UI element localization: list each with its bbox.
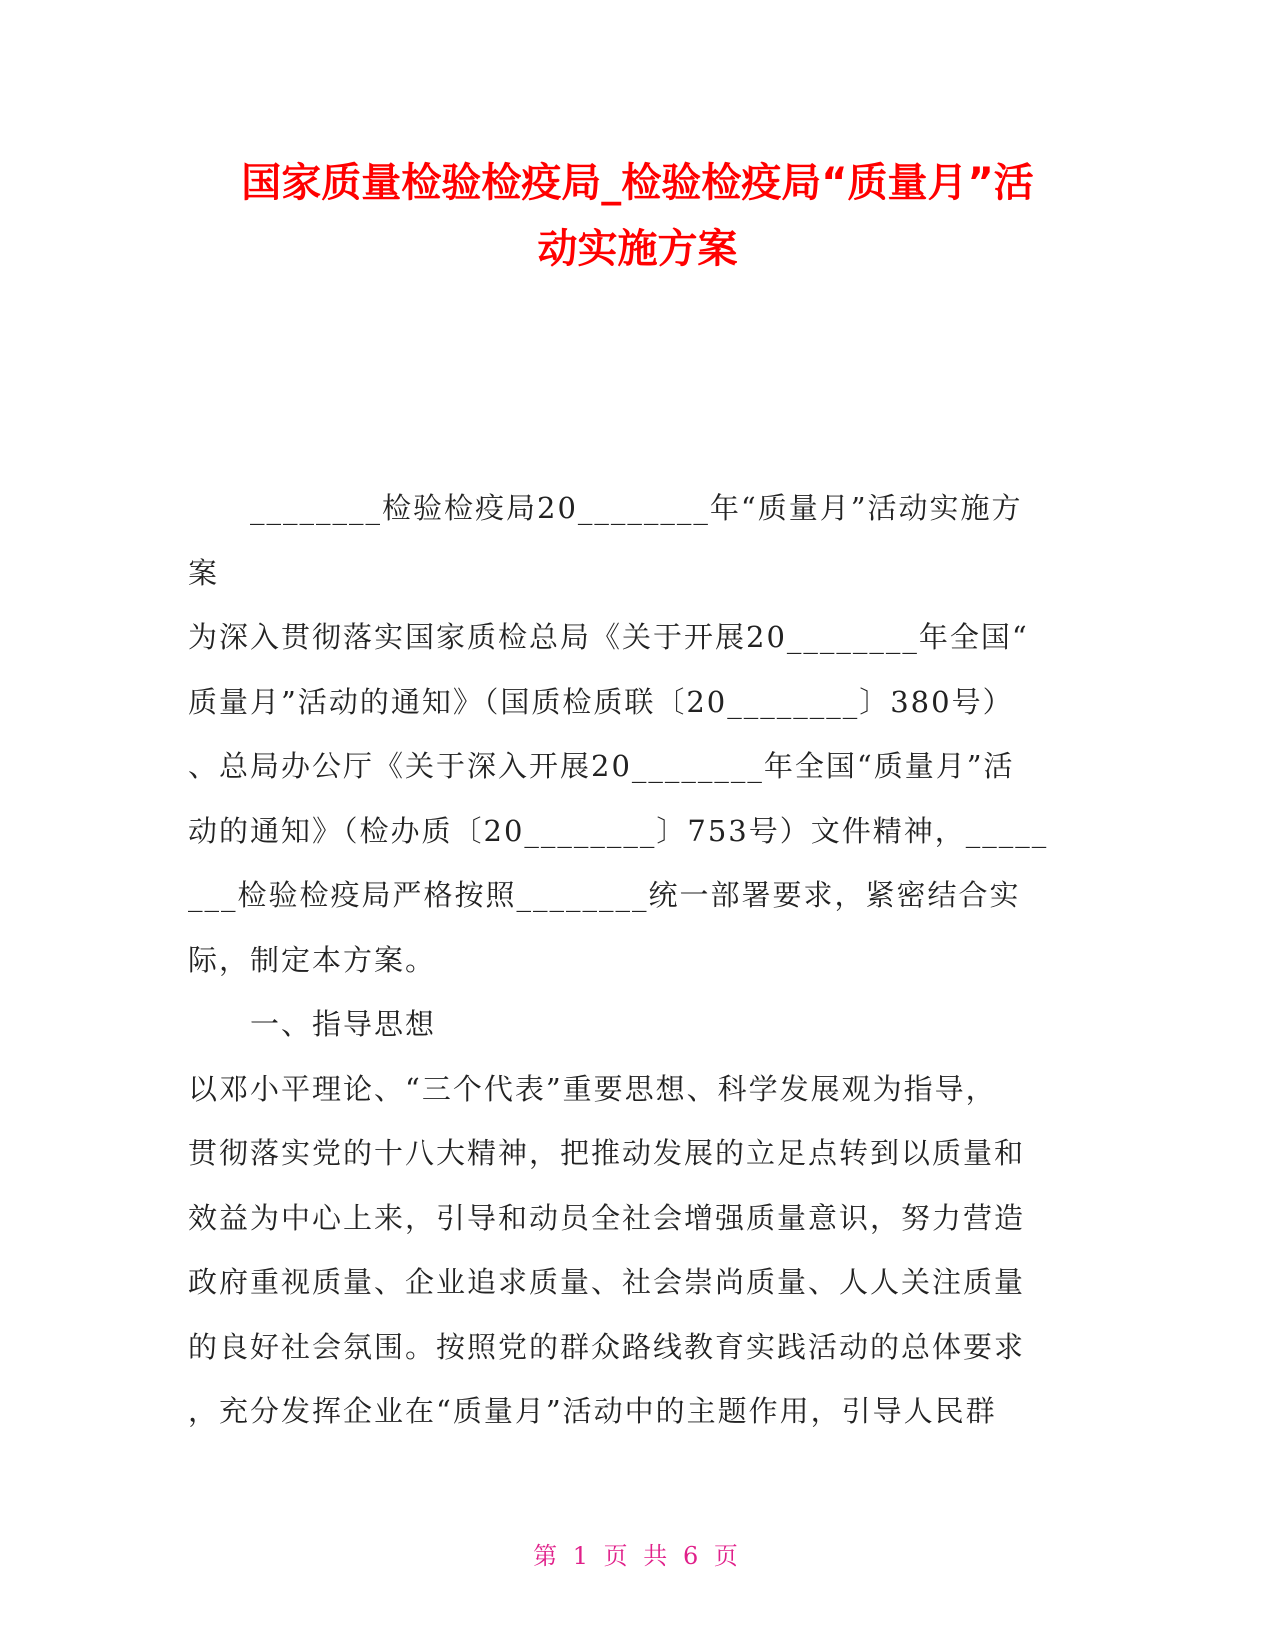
body-line: 、总局办公厅《关于深入开展20________年全国“质量月”活	[188, 749, 1015, 783]
document-title-line-1: 国家质量检验检疫局_检验检疫局“质量月”活	[241, 160, 1034, 206]
document-title	[170, 150, 1105, 282]
document-body	[188, 476, 1083, 1444]
page-footer	[0, 1536, 1275, 1571]
body-line: ________检验检疫局20________年“质量月”活动实施方	[188, 491, 1023, 525]
page-number: 第 1 页 共 6 页	[533, 1542, 742, 1570]
body-line: 为深入贯彻落实国家质检总局《关于开展20________年全国“	[188, 620, 1029, 654]
body-line: 以邓小平理论、“三个代表”重要思想、科学发展观为指导，	[188, 1071, 997, 1106]
body-line: 的良好社会氛围。按照党的群众路线教育实践活动的总体要求	[188, 1329, 1026, 1364]
body-line: 政府重视质量、企业追求质量、社会崇尚质量、人人关注质量	[188, 1265, 1026, 1299]
body-line: 案	[188, 555, 220, 590]
body-line: 质量月”活动的通知》（国质检质联〔20________〕380号）	[188, 684, 1014, 719]
body-line: 动的通知》（检办质〔20________〕753号）文件精神，_____	[188, 813, 1049, 848]
body-line: 际，制定本方案。	[188, 942, 437, 977]
body-line: 效益为中心上来，引导和动员全社会增强质量意识，努力营造	[188, 1200, 1026, 1235]
body-line: ，充分发挥企业在“质量月”活动中的主题作用，引导人民群	[188, 1394, 997, 1428]
body-line: ___检验检疫局严格按照________统一部署要求，紧密结合实	[188, 878, 1021, 912]
body-line: 贯彻落实党的十八大精神，把推动发展的立足点转到以质量和	[188, 1136, 1026, 1170]
document-title-line-2: 动实施方案	[537, 226, 738, 272]
section-heading-guiding-ideology: 一、指导思想	[188, 1007, 437, 1041]
